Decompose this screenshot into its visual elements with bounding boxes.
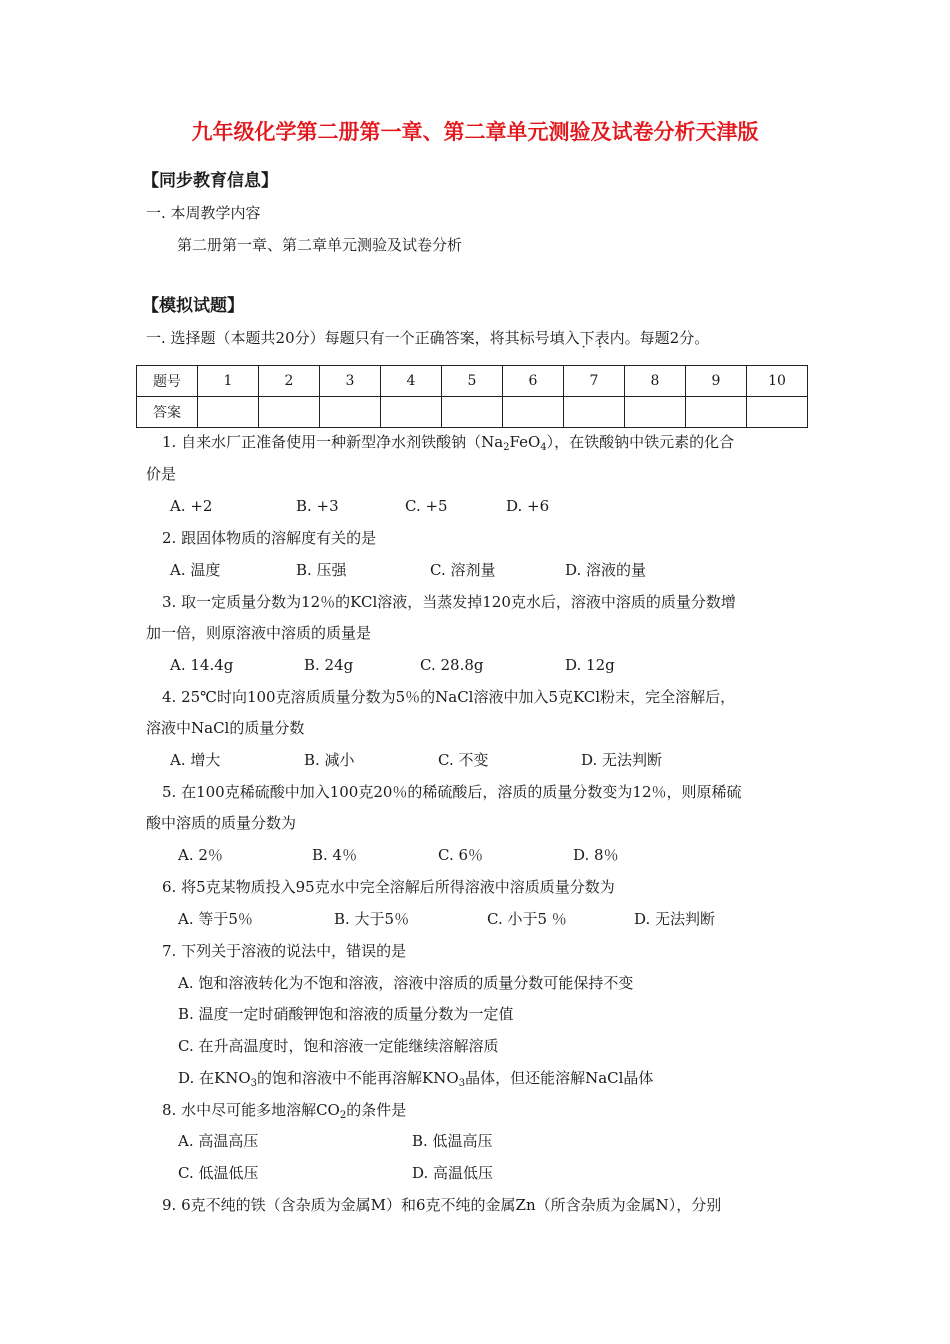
option-c: C. +5: [405, 497, 448, 515]
answer-cell[interactable]: [320, 397, 381, 428]
question-6-options: [178, 909, 878, 929]
option-d: D. 高温低压: [412, 1164, 494, 1182]
table-number-cell: 3: [320, 366, 381, 397]
option-a: A. 2％: [178, 846, 223, 864]
option-a: A. 等于5％: [178, 910, 253, 928]
option-b: B. 4％: [312, 846, 358, 864]
q1-text-c: ），在铁酸钠中铁元素的化合: [546, 433, 735, 451]
answer-table: [136, 365, 808, 428]
option-a: A. 14.4g: [170, 656, 234, 674]
answer-cell[interactable]: [381, 397, 442, 428]
table-number-cell: 6: [503, 366, 564, 397]
question-3-continued: 加一倍，则原溶液中溶质的质量是: [146, 624, 372, 642]
option-b: B. 减小: [304, 751, 355, 769]
answer-cell[interactable]: [259, 397, 320, 428]
q7d-text-b: 的饱和溶液中不能再溶解KNO: [257, 1069, 459, 1087]
content-heading: 一. 本周教学内容: [146, 204, 261, 222]
answer-table-answer-row: [137, 397, 808, 428]
q8-text-b: 的条件是: [346, 1101, 407, 1119]
section-heading-info: 【同步教育信息】: [142, 171, 278, 191]
option-d: D. 溶液的量: [565, 561, 647, 579]
q1-subscript: 2: [503, 442, 510, 453]
question-2: 2. 跟固体物质的溶解度有关的是: [162, 529, 377, 547]
option-b: B. 大于5％: [334, 910, 410, 928]
question-5-continued: 酸中溶质的质量分数为: [146, 814, 297, 832]
option-c: C. 低温低压: [178, 1164, 259, 1182]
option-c: C. 不变: [438, 751, 489, 769]
question-7-option-d: [178, 1068, 653, 1088]
choice-intro-text-c: 内。每题2分。: [609, 329, 710, 347]
question-7-option-a: A. 饱和溶液转化为不饱和溶液，溶液中溶质的质量分数可能保持不变: [178, 974, 634, 992]
option-d: D. +6: [506, 497, 550, 515]
q8-subscript: 2: [339, 1110, 347, 1121]
table-header-answer: 答案: [137, 397, 198, 428]
answer-cell[interactable]: [747, 397, 808, 428]
q1-text-a: 1. 自来水厂正准备使用一种新型净水剂铁酸钠（Na: [162, 433, 504, 451]
option-b: B. +3: [296, 497, 339, 515]
option-d: D. 无法判断: [581, 751, 663, 769]
table-number-cell: 2: [259, 366, 320, 397]
question-9: 9. 6克不纯的铁（含杂质为金属M）和6克不纯的金属Zn（所含杂质为金属N），分别: [162, 1196, 722, 1214]
option-a: A. 高温高压: [178, 1132, 259, 1150]
table-header-number: 题号: [137, 366, 198, 397]
option-c: C. 6％: [438, 846, 484, 864]
option-c: C. 28.8g: [420, 656, 484, 674]
option-d: D. 8％: [573, 846, 619, 864]
answer-cell[interactable]: [198, 397, 259, 428]
question-7: 7. 下列关于溶液的说法中，错误的是: [162, 942, 407, 960]
option-b: B. 低温高压: [412, 1132, 493, 1150]
answer-table-number-row: [137, 366, 808, 397]
question-4: 4. 25℃时向100克溶质质量分数为5％的NaCl溶液中加入5克KCl粉末，完全溶解后，: [162, 688, 736, 706]
table-number-cell: 10: [747, 366, 808, 397]
question-3-options: [170, 655, 870, 675]
question-1-continued: 价是: [146, 465, 177, 483]
question-8-options-row1: [178, 1131, 878, 1151]
table-number-cell: 8: [625, 366, 686, 397]
q1-text-b: FeO: [509, 433, 541, 451]
q7d-text-c: 晶体，但还能溶解NaCl晶体: [465, 1069, 654, 1087]
answer-cell[interactable]: [686, 397, 747, 428]
choice-intro: [146, 328, 709, 348]
q8-text-a: 8. 水中尽可能多地溶解CO: [162, 1101, 340, 1119]
question-8: [162, 1100, 406, 1120]
document-title: 九年级化学第二册第一章、第二章单元测验及试卷分析天津版: [191, 120, 759, 144]
answer-cell[interactable]: [625, 397, 686, 428]
choice-intro-emphasis: 下表 · ·: [580, 329, 610, 347]
question-4-options: [170, 750, 870, 770]
question-1: [162, 432, 734, 452]
content-text: 第二册第一章、第二章单元测验及试卷分析: [177, 236, 463, 254]
q7d-text-a: D. 在KNO: [178, 1069, 251, 1087]
option-a: A. +2: [170, 497, 213, 515]
option-a: A. 温度: [170, 561, 221, 579]
option-b: B. 压强: [296, 561, 347, 579]
question-3: 3. 取一定质量分数为12％的KCl溶液，当蒸发掉120克水后，溶液中溶质的质量分数增: [162, 593, 736, 611]
table-number-cell: 1: [198, 366, 259, 397]
option-c: C. 小于5 ％: [487, 910, 567, 928]
section-heading-mock: 【模拟试题】: [142, 296, 244, 316]
option-d: D. 无法判断: [634, 910, 716, 928]
question-4-continued: 溶液中NaCl的质量分数: [146, 719, 305, 737]
q7d-subscript: 3: [458, 1078, 466, 1089]
answer-cell[interactable]: [564, 397, 625, 428]
option-a: A. 增大: [170, 751, 221, 769]
table-number-cell: 4: [381, 366, 442, 397]
table-number-cell: 5: [442, 366, 503, 397]
question-7-option-b: B. 温度一定时硝酸钾饱和溶液的质量分数为一定值: [178, 1005, 514, 1023]
answer-cell[interactable]: [503, 397, 564, 428]
question-2-options: [170, 560, 870, 580]
q7d-subscript: 3: [250, 1078, 258, 1089]
question-6: 6. 将5克某物质投入95克水中完全溶解后所得溶液中溶质质量分数为: [162, 878, 615, 896]
option-b: B. 24g: [304, 656, 354, 674]
table-number-cell: 7: [564, 366, 625, 397]
question-5-options: [178, 845, 878, 865]
question-8-options-row2: [178, 1163, 878, 1183]
choice-intro-text-a: 一. 选择题（本题共20分）每题只有一个正确答案，将其标号填入: [146, 329, 580, 347]
question-5: 5. 在100克稀硫酸中加入100克20％的稀硫酸后，溶质的质量分数变为12％，则原稀硫: [162, 783, 742, 801]
option-d: D. 12g: [565, 656, 615, 674]
option-c: C. 溶剂量: [430, 561, 496, 579]
answer-cell[interactable]: [442, 397, 503, 428]
question-1-options: [170, 496, 870, 516]
question-7-option-c: C. 在升高温度时，饱和溶液一定能继续溶解溶质: [178, 1037, 499, 1055]
table-number-cell: 9: [686, 366, 747, 397]
q1-subscript: 4: [540, 442, 547, 453]
